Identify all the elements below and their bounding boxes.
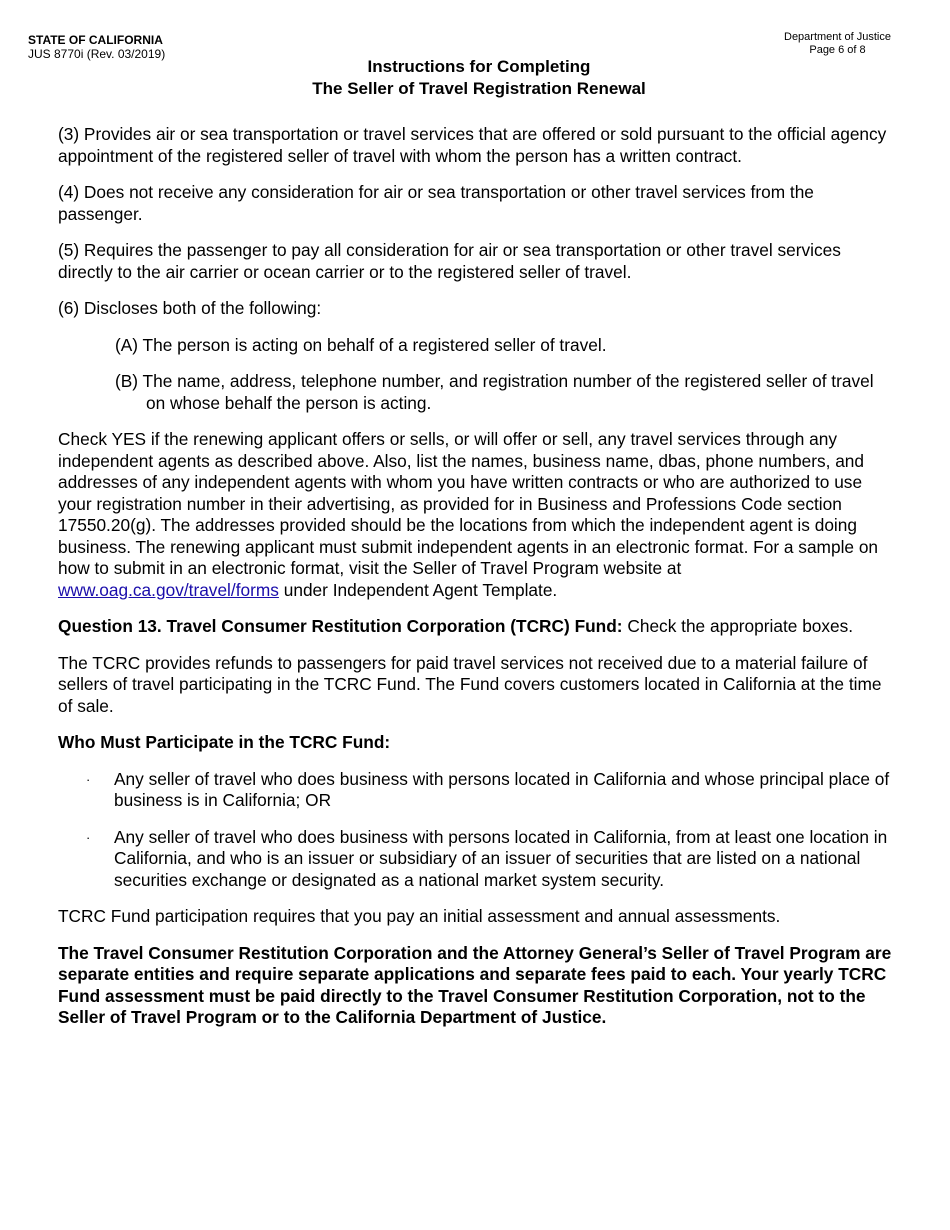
question-13-label: Question 13. Travel Consumer Restitution Corporation (TCRC) Fund: xyxy=(58,616,623,636)
list-item xyxy=(58,827,892,892)
page-title-line1: Instructions for Completing xyxy=(367,57,591,76)
check-yes-paragraph xyxy=(58,429,892,601)
bullet-marker: · xyxy=(86,829,91,845)
page-title xyxy=(0,56,950,100)
sub-item-a: (A) The person is acting on behalf of a registered seller of travel. xyxy=(115,334,607,355)
page-number: Page 6 of 8 xyxy=(809,44,866,56)
page-title-line2: The Seller of Travel Registration Renewal xyxy=(312,79,646,98)
separate-entities-notice: The Travel Consumer Restitution Corporation and the Attorney General’s Seller of Travel Program are separate entities and require separate applications and separate fees paid to each. Your yearly TCRC Fund assessment must be paid directly to the Travel Consumer Restitution Corporation, not to the Seller of Travel Program or to the California Department of Justice. xyxy=(58,942,892,1027)
item-6: (6) Discloses both of the following: xyxy=(58,298,322,318)
item-5: (5) Requires the passenger to pay all consideration for air or sea transportation or other travel services directly to the air carrier or ocean carrier or to the registered seller of travel. xyxy=(58,240,841,282)
travel-forms-link[interactable]: www.oag.ca.gov/travel/forms xyxy=(58,579,279,600)
form-header-right xyxy=(784,31,891,57)
item-3: (3) Provides air or sea transportation or travel services that are offered or sold pursuant to the official agency appointment of the registered seller of travel with whom the person has a written contract. xyxy=(58,124,887,166)
list-item xyxy=(58,769,892,812)
sub-item-b: (B) The name, address, telephone number, and registration number of the registered seller of travel on whose behalf the person is acting. xyxy=(115,371,874,413)
item-4: (4) Does not receive any consideration for air or sea transportation or other travel services from the passenger. xyxy=(58,182,814,224)
question-13-instruction: Check the appropriate boxes. xyxy=(627,616,854,636)
tcrc-description: The TCRC provides refunds to passengers for paid travel services not received due to a material failure of sellers of travel participating in the TCRC Fund. The Fund covers customers located in California at the time of sale. xyxy=(58,652,882,716)
check-yes-after-link: under Independent Agent Template. xyxy=(283,579,558,600)
check-yes-text: Check YES if the renewing applicant offers or sells, or will offer or sell, any travel services through any independent agents as described above. Also, list the names, business name, dbas, phone numbers, and addresses of any independent agents with whom you have written contracts or who are authorized to use your registration number in their advertising, as provided for in Business and Professions Code section 17550.20(g). The addresses provided should be the locations from which the independent agent is doing business. The renewing applicant must submit independent agents in an electronic format. For a sample on how to submit in an electronic format, visit the Seller of Travel Program website at xyxy=(58,429,879,578)
participation-note: TCRC Fund participation requires that you pay an initial assessment and annual assessments. xyxy=(58,906,781,926)
bullet-marker: · xyxy=(86,771,91,787)
bullet-text: Any seller of travel who does business with persons located in California and whose principal place of business is in California; OR xyxy=(114,768,890,810)
question-13 xyxy=(58,616,892,638)
bullet-text: Any seller of travel who does business with persons located in California, from at least one location in California, and who is an issuer or subsidiary of an issuer of securities that are listed on a national securities exchange or designated as a national market system security. xyxy=(114,826,888,890)
who-must-participate-heading: Who Must Participate in the TCRC Fund: xyxy=(58,732,391,752)
document-body xyxy=(58,124,892,1044)
state-label: STATE OF CALIFORNIA xyxy=(28,33,163,47)
department-label: Department of Justice xyxy=(784,31,891,43)
form-id: JUS 8770i (Rev. 03/2019) xyxy=(28,47,166,61)
